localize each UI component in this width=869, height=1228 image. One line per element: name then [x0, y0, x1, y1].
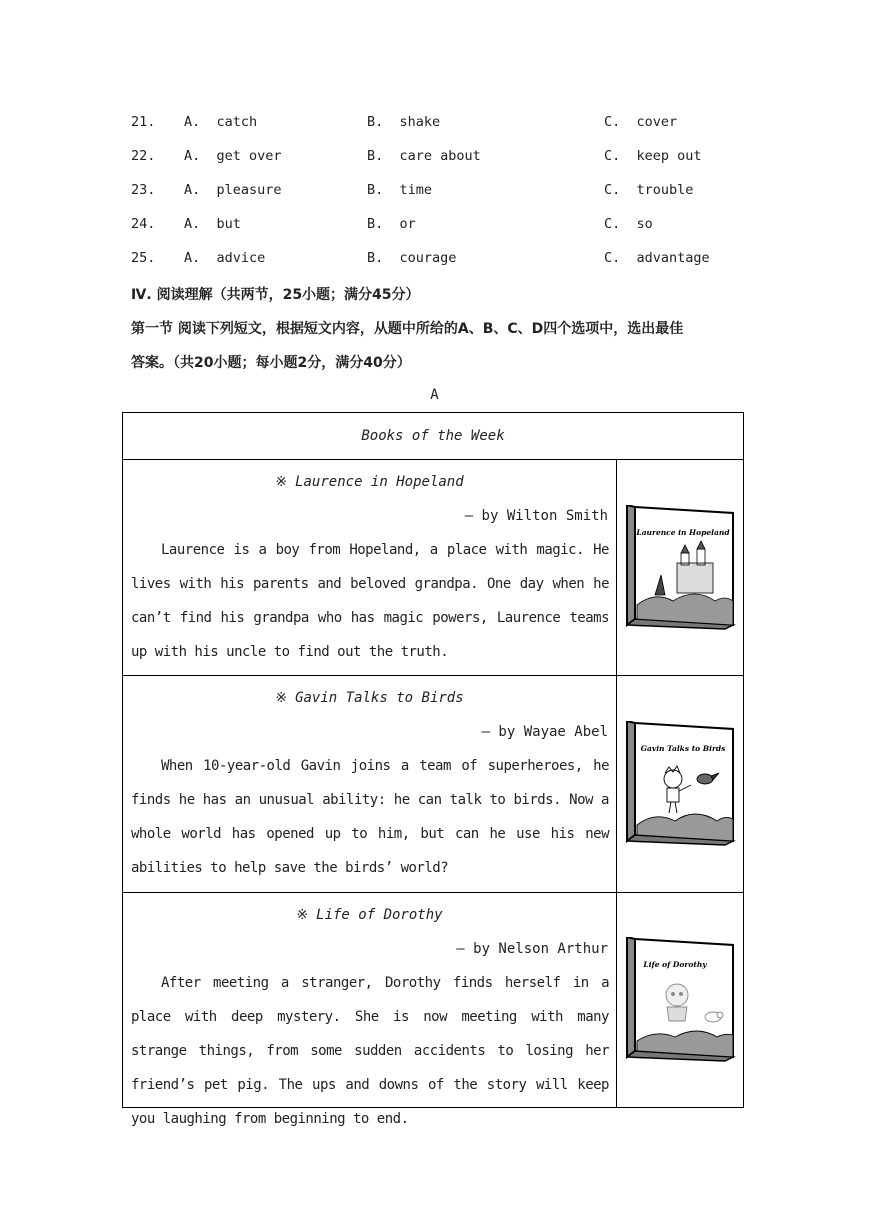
- book-author: — by Wilton Smith: [464, 508, 608, 524]
- question-number: 22.: [131, 148, 156, 164]
- option-c: C. trouble: [604, 182, 694, 198]
- option-b: B. time: [367, 182, 433, 198]
- option-b: B. courage: [367, 250, 457, 266]
- question-number: 23.: [131, 182, 156, 198]
- reference-mark: ※: [275, 474, 288, 490]
- option-c: C. cover: [604, 114, 678, 130]
- book-cover-image: [625, 505, 738, 631]
- book-cover-image: [625, 721, 738, 847]
- option-b: B. or: [367, 216, 416, 232]
- option-a: A. pleasure: [184, 182, 282, 198]
- book-description: After meeting a stranger, Dorothy finds herself in a place with deep mystery. She is now meeting with many strange things, from some sudden accidents to losing her friend’s pet pig. The ups and downs of the story will keep you laughing from beginning to end.: [131, 975, 609, 1127]
- reference-mark: ※: [296, 907, 309, 923]
- passage-letter: A: [430, 387, 439, 403]
- book-entry: [123, 675, 616, 892]
- option-a: A. advice: [184, 250, 266, 266]
- option-c: C. advantage: [604, 250, 710, 266]
- question-number: 25.: [131, 250, 156, 266]
- book-title-line: [123, 474, 616, 490]
- instruction-line-1: 第一节 阅读下列短文，根据短文内容，从题中所给的A、B、C、D四个选项中，选出最佳: [131, 321, 684, 337]
- book-title: Life of Dorothy: [316, 907, 443, 923]
- option-a: A. get over: [184, 148, 282, 164]
- question-number: 21.: [131, 114, 156, 130]
- cover-title: Gavin Talks to Birds: [640, 744, 726, 753]
- table-column-divider: [616, 459, 617, 1107]
- option-a: A. catch: [184, 114, 258, 130]
- book-title-line: [123, 907, 616, 923]
- option-c: C. keep out: [604, 148, 702, 164]
- instruction-line-2: 答案。（共20小题；每小题2分，满分40分）: [131, 355, 411, 371]
- book-entry: [123, 892, 616, 1127]
- option-b: B. shake: [367, 114, 441, 130]
- book-entry: [123, 459, 616, 675]
- choice-row-23: [131, 182, 751, 202]
- book-cover-image: [625, 937, 738, 1063]
- book-description: Laurence is a boy from Hopeland, a place with magic. He lives with his parents and beloved grandpa. One day when he can’t find his grandpa who has magic powers, Laurence teams up with his uncle to find out the truth.: [131, 542, 609, 660]
- book-title: Gavin Talks to Birds: [295, 690, 464, 706]
- books-table: [122, 412, 744, 1127]
- book-title: Laurence in Hopeland: [295, 474, 464, 490]
- option-a: A. but: [184, 216, 241, 232]
- book-author: — by Wayae Abel: [481, 724, 608, 740]
- cover-title: Laurence in Hopeland: [636, 528, 730, 537]
- reference-mark: ※: [275, 690, 288, 706]
- book-author: — by Nelson Arthur: [456, 941, 608, 957]
- choice-row-24: [131, 216, 751, 236]
- option-c: C. so: [604, 216, 653, 232]
- cover-title: Life of Dorothy: [643, 960, 707, 969]
- table-title: Books of the Week: [361, 428, 505, 444]
- question-number: 24.: [131, 216, 156, 232]
- section-heading: Ⅳ. 阅读理解（共两节，25小题；满分45分）: [131, 287, 420, 303]
- choice-row-25: [131, 250, 751, 270]
- book-title-line: [123, 690, 616, 706]
- option-b: B. care about: [367, 148, 481, 164]
- book-description: When 10-year-old Gavin joins a team of superheroes, he finds he has an unusual ability: he can talk to birds. Now a whole world has opened up to him, but can he use his new abilities to help save the birds’ world?: [131, 758, 609, 876]
- choice-row-22: [131, 148, 751, 168]
- choice-row-21: [131, 114, 751, 134]
